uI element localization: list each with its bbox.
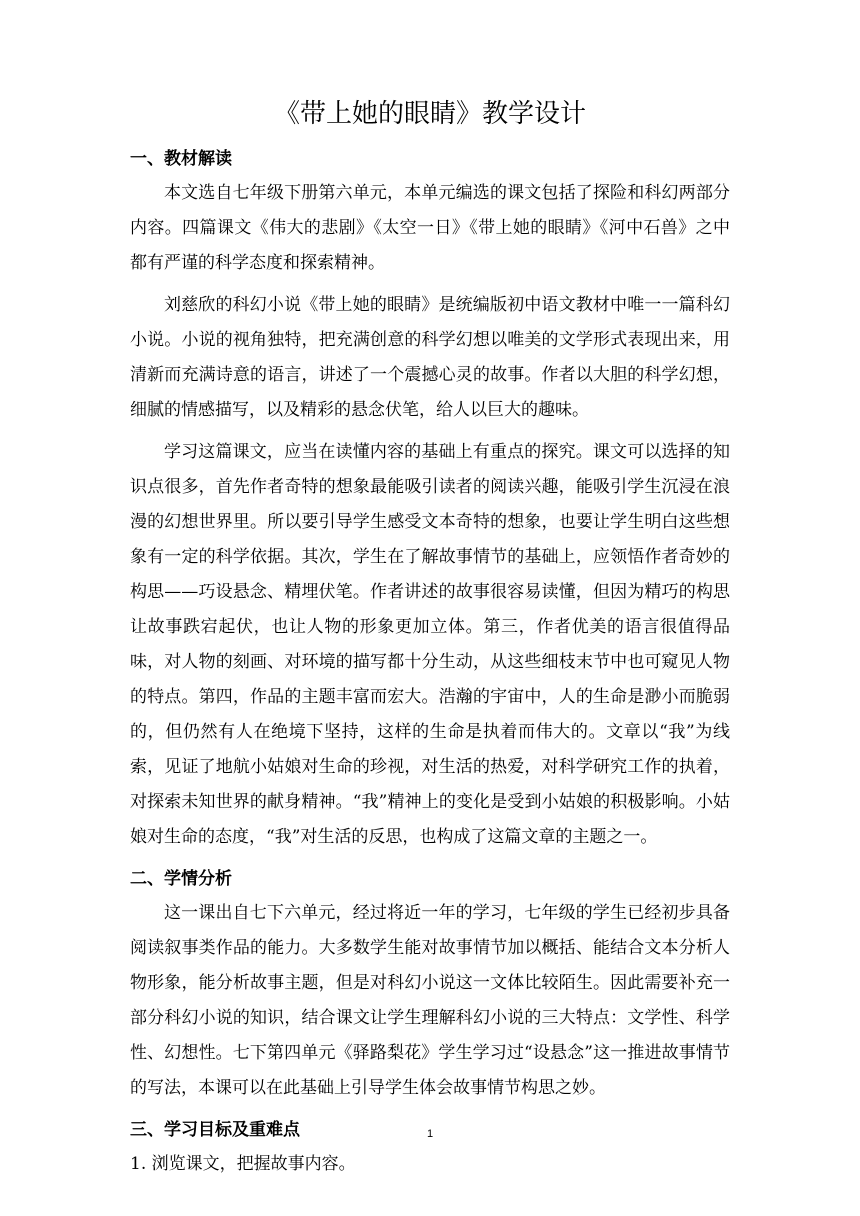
paragraph: 本文选自七年级下册第六单元，本单元编选的课文包括了探险和科幻两部分内容。四篇课文《伟大的悲剧》《太空一日》《带上她的眼睛》《河中石兽》之中都有严谨的科学态度和探索精神。 (130, 183, 730, 273)
paragraph: 学习这篇课文，应当在读懂内容的基础上有重点的探究。课文可以选择的知识点很多，首先作者奇特的想象最能吸引读者的阅读兴趣，能吸引学生沉浸在浪漫的幻想世界里。所以要引导学生感受文本奇特的想象，也要让学生明白这些想象有一定的科学依据。其次，学生在了解故事情节的基础上，应领悟作者奇妙的构思——巧设悬念、精埋伏笔。作者讲述的故事很容易读懂，但因为精巧的构思让故事跌宕起伏，也让人物的形象更加立体。第三，作者优美的语言很值得品味，对人物的刻画、对环境的描写都十分生动，从这些细枝末节中也可窥见人物的特点。第四，作品的主题丰富而宏大。浩瀚的宇宙中，人的生命是渺小而脆弱的，但仍然有人在绝境下坚持，这样的生命是执着而伟大的。文章以“我”为线索，见证了地航小姑娘对生命的珍视，对生活的热爱，对科学研究工作的执着，对探索未知世界的献身精神。“我”精神上的变化是受到小姑娘的积极影响。小姑娘对生命的态度，“我”对生活的反思，也构成了这篇文章的主题之一。 (130, 442, 730, 847)
document-body (130, 92, 730, 1182)
document-title: 《带上她的眼睛》教学设计 (273, 99, 586, 129)
section-textbook-analysis (130, 142, 730, 855)
section-heading: 三、学习目标及重难点 (130, 1120, 300, 1140)
section-learning-goals (130, 1113, 730, 1182)
section-heading: 二、学情分析 (130, 869, 232, 889)
paragraph: 刘慈欣的科幻小说《带上她的眼睛》是统编版初中语文教材中唯一一篇科幻小说。小说的视角独特，把充满创意的科学幻想以唯美的文学形式表现出来，用清新而充满诗意的语言，讲述了一个震撼心灵的故事。作者以大胆的科学幻想，细腻的情感描写，以及精彩的悬念伏笔，给人以巨大的趣味。 (130, 295, 730, 420)
page-number: 1 (426, 1128, 434, 1140)
section-student-analysis (130, 862, 730, 1106)
list-item: 1. 浏览课文，把握故事内容。 (130, 1154, 356, 1174)
section-heading: 一、教材解读 (130, 149, 232, 169)
paragraph: 这一课出自七下六单元，经过将近一年的学习，七年级的学生已经初步具备阅读叙事类作品的能力。大多数学生能对故事情节加以概括、能结合文本分析人物形象，能分析故事主题，但是对科幻小说这一文体比较陌生。因此需要补充一部分科幻小说的知识，结合课文让学生理解科幻小说的三大特点：文学性、科学性、幻想性。七下第四单元《驿路梨花》学生学习过“设悬念”这一推进故事情节的写法，本课可以在此基础上引导学生体会故事情节构思之妙。 (130, 903, 730, 1098)
